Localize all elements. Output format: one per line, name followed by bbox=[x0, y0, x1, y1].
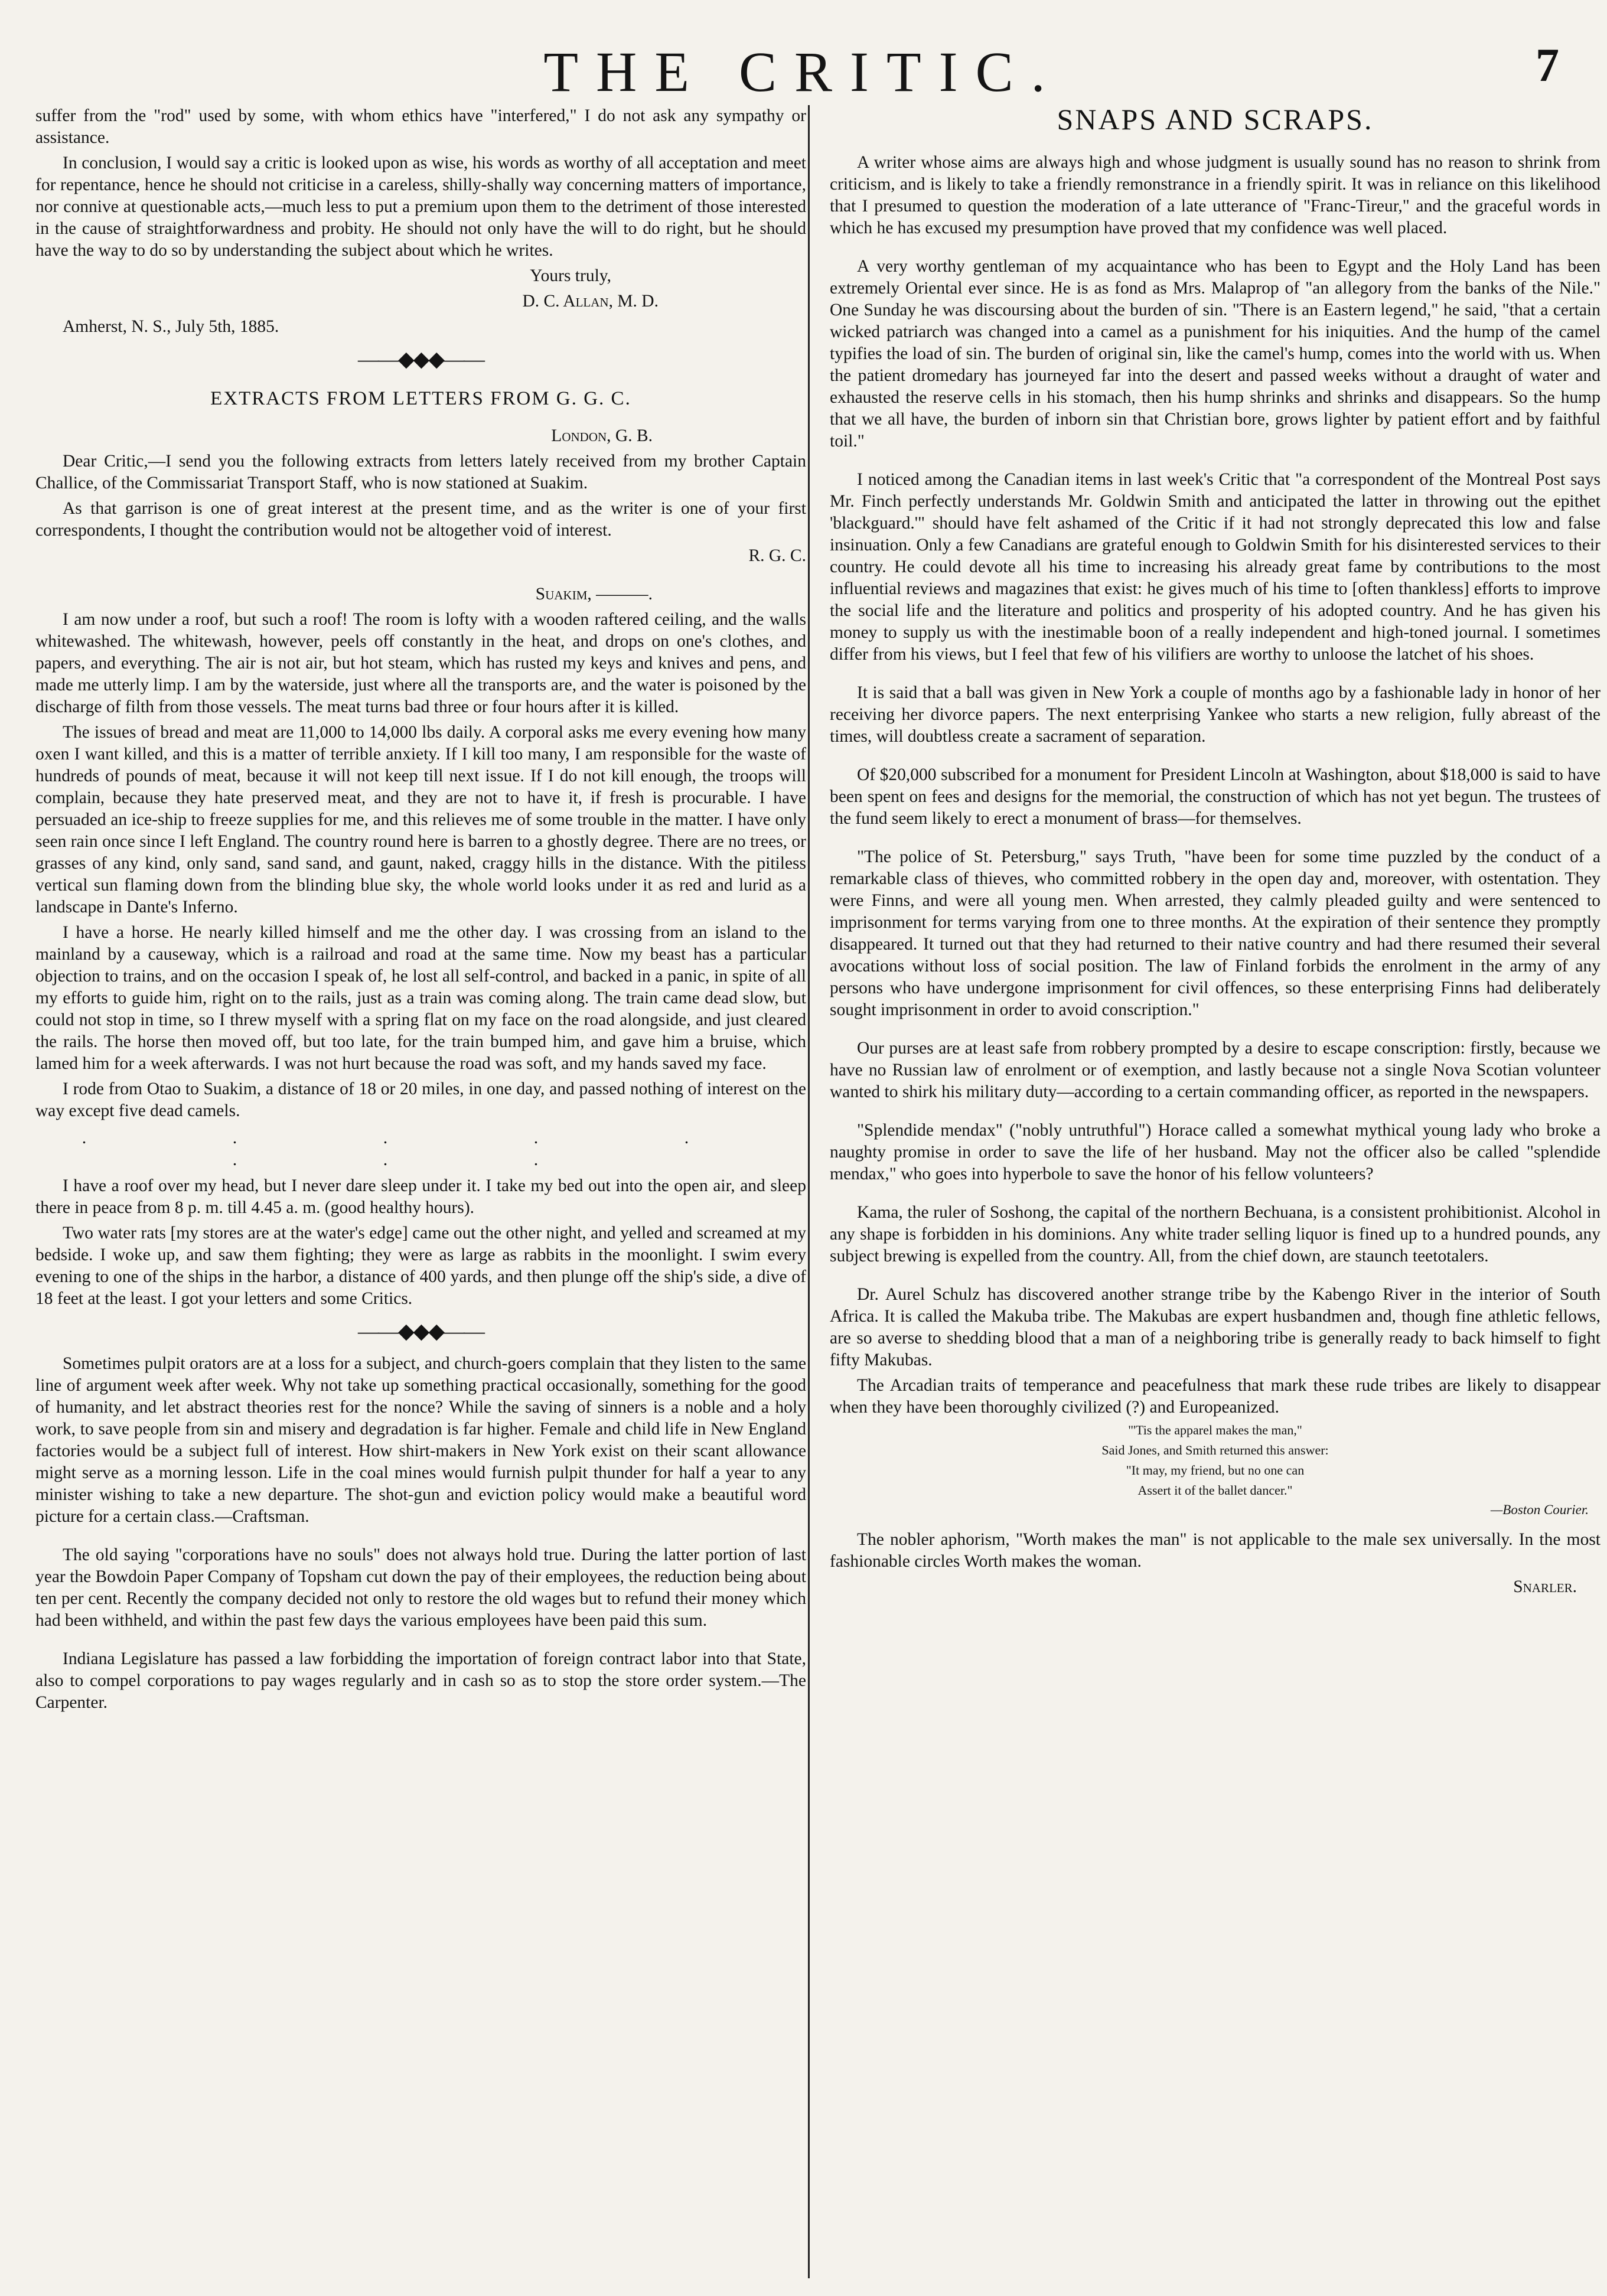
column-divider bbox=[808, 105, 810, 2278]
item-paragraph: The Arcadian traits of temperance and peacefulness that mark these rude tribes are likely to disappear when they have been thoroughly civilized (?) and Europeanized. bbox=[830, 1376, 1601, 1417]
section-title: SNAPS AND SCRAPS. bbox=[1057, 105, 1374, 136]
page-number: 7 bbox=[1536, 40, 1559, 92]
letter-paragraph: In conclusion, I would say a critic is looked upon as wise, his words as worthy of all acceptation and meet for repentance, hence he should not criticise in a careless, shilly-shally way concerning matters of importance, nor connive at questionable acts,—much less to put a premium upon them to the detriment of those interested in the cause of straightforwardness and probity. He should not only have the will to do right, but he should have the way to do so by understanding the subject about which he writes. bbox=[35, 154, 806, 260]
item-paragraph: "Splendide mendax" ("nobly untruthful") Horace called a somewhat mythical young lady who broke a naughty promise in order to save the life of her husband. May not the officer also be called "splendide mendax," who goes into hyperbole to save the honor of his fellow volunteers? bbox=[830, 1121, 1601, 1183]
item-paragraph: Of $20,000 subscribed for a monument for President Lincoln at Washington, about $18,000 is said to have been spent on fees and designs for the memorial, the construction of which has not yet begun. The trustees of the fund seem likely to erect a monument of brass—for themselves. bbox=[830, 765, 1601, 828]
letter-closing: Yours truly, bbox=[530, 266, 611, 285]
letter-paragraph: suffer from the "rod" used by some, with whom ethics have "interfered," I do not ask any sympathy or assistance. bbox=[35, 106, 806, 147]
article-paragraph: I rode from Otao to Suakim, a distance of 18 or 20 miles, in one day, and passed nothing of interest on the way except five dead camels. bbox=[35, 1079, 806, 1120]
dateline: Suakim, ———. bbox=[535, 585, 653, 604]
poem-line: "'Tis the apparel makes the man," bbox=[1128, 1423, 1302, 1437]
article-initials: R. G. C. bbox=[748, 546, 806, 565]
article-paragraph: I have a horse. He nearly killed himself and me the other day. I was crossing from an island to the mainland by a causeway, which is a railroad and road at the same time. Now my beast has a particular objection to trains, and on the occasion I speak of, he lost all self-control, and backed in a panic, in spite of all my efforts to guide him, right on to the rails, just as a train was coming along. The train came dead slow, but could not stop in time, so I threw myself with a spring flat on my face on the road alongside, and just cleared the rails. The horse then moved off, but too late, for the train bumped him, and gave him a bruise, which lamed him for a week afterwards. I was not hurt because the road was soft, and my hands saved my face. bbox=[35, 923, 806, 1073]
article-title: EXTRACTS FROM LETTERS FROM G. G. C. bbox=[210, 388, 631, 409]
article-paragraph: Indiana Legislature has passed a law forbidding the importation of foreign contract labor into that State, also to compel corporations to pay wages regularly and in cash so as to stop the store order system.—The Carpenter. bbox=[35, 1649, 806, 1712]
article-paragraph: The old saying "corporations have no souls" does not always hold true. During the latter portion of last year the Bowdoin Paper Company of Topsham cut down the pay of their employees, the reduction being about ten per cent. Recently the company decided not only to restore the old wages but to refund their money which had been withheld, and within the past few days the various employees have been paid this sum. bbox=[35, 1545, 806, 1630]
article-paragraph: Sometimes pulpit orators are at a loss for a subject, and church-goers complain that they listen to the same line of argument week after week. Why not take up something practical occasionally, something for the good of humanity, and let abstract theories rest for the nonce? While the saving of sinners is a noble and a holy work, to save people from sin and misery and degradation is far higher. Female and child life in New England factories would be a subject full of interest. How shirt-makers in New York exist on their scant allowance might serve as a morning lesson. Life in the coal mines would furnish pulpit thunder for half a year to any minister wishing to take a new departure. The shot-gun and eviction policy would make a beautiful word picture for a certain class.—Craftsman. bbox=[35, 1354, 806, 1526]
column-signoff: Snarler. bbox=[1513, 1577, 1577, 1596]
poem-line: Assert it of the ballet dancer." bbox=[1137, 1483, 1293, 1498]
masthead-title: THE CRITIC. bbox=[543, 40, 1063, 103]
item-paragraph: A very worthy gentleman of my acquaintance who has been to Egypt and the Holy Land has been extremely Oriental ever since. He is as fond as Mrs. Malaprop of "an allegory from the banks of the Nile." One Sunday he was discoursing about the burden of sin. "There is an Eastern legend," he said, "that a certain wicked patriarch was changed into a camel as a punishment for his iniquities. And the hump of the camel typifies the load of sin. The burden of original sin, like the camel's hump, comes into the world with us. When the patient dromedary has journeyed far into the desert and passed weeks without a draught of water and exhausted the reserve cells in his stomach, then his hump shrinks and shrinks and disappears. So the hump that we all have, the burden of inborn sin that Christian bore, grows lighter by patient effort and by faithful toil." bbox=[830, 257, 1601, 451]
article-paragraph: I am now under a roof, but such a roof! The room is lofty with a wooden raftered ceiling, and the walls whitewashed. The whitewash, however, peels off constantly in the heat, and drops on one's clothes, and papers, and everything. The air is not air, but hot steam, which has rusted my keys and knives and pens, and made me utterly limp. I am by the waterside, just where all the transports are, and the water is poisoned by the discharge of filth from those vessels. The meat turns bad three or four hours after it is killed. bbox=[35, 610, 806, 716]
letter-place-date: Amherst, N. S., July 5th, 1885. bbox=[63, 317, 279, 336]
dateline: London, G. B. bbox=[551, 426, 653, 445]
page-header bbox=[35, 30, 1571, 103]
item-paragraph: Kama, the ruler of Soshong, the capital of the northern Bechuana, is a consistent prohibitionist. Alcohol in any shape is forbidden in his dominions. Any white trader selling liquor is fined up to a hundred pounds, any subject brewing is expelled from the country. All, from the chief down, are staunch teetotalers. bbox=[830, 1203, 1601, 1266]
poem-line: Said Jones, and Smith returned this answer: bbox=[1101, 1443, 1329, 1457]
item-paragraph: It is said that a ball was given in New York a couple of months ago by a fashionable lady in honor of her receiving her divorce papers. The next enterprising Yankee who starts a new religion, fully abreast of the times, will doubtless create a sacrament of separation. bbox=[830, 683, 1601, 746]
poem-line: "It may, my friend, but no one can bbox=[1126, 1463, 1305, 1478]
poem-source: —Boston Courier. bbox=[1490, 1502, 1589, 1517]
item-paragraph: The nobler aphorism, "Worth makes the man" is not applicable to the male sex universally. In the most fashionable circles Worth makes the woman. bbox=[830, 1530, 1601, 1571]
left-column bbox=[35, 105, 806, 2278]
article-paragraph: As that garrison is one of great interest at the present time, and as the writer is one of your first correspondents, I thought the contribution would not be altogether void of interest. bbox=[35, 499, 806, 540]
article-paragraph: Dear Critic,—I send you the following extracts from letters lately received from my brother Captain Challice, of the Commissariat Transport Staff, who is now stationed at Suakim. bbox=[35, 452, 806, 493]
ellipsis-divider: . . . . . . . . bbox=[82, 1128, 760, 1169]
article-paragraph: Two water rats [my stores are at the water's edge] came out the other night, and yelled and screamed at my bedside. I woke up, and saw them fighting; they were as large as rabbits in the moonlight. I swim every evening to one of the ships in the harbor, a distance of 400 yards, and then plunge off the ship's side, a dive of 18 feet at the least. I got your letters and some Critics. bbox=[35, 1224, 806, 1308]
letter-signature: D. C. Allan, M. D. bbox=[522, 292, 659, 311]
item-paragraph: I noticed among the Canadian items in last week's Critic that "a correspondent of the Montreal Post says Mr. Finch perfectly understands Mr. Goldwin Smith and anticipated the latter in throwing out the epithet 'blackguard.'" should have felt ashamed of the Critic if it had not strongly deprecated this low and false insinuation. Only a few Canadians are grateful enough to Goldwin Smith for his disinterested services to their country. He could devote all his time to increasing his already great fame by contributions to the most influential reviews and magazines that exist: he gives much of his time to [often thankless] efforts to improve the social life and the literature and politics and prosperity of his adopted country. And he has given his money to supply us with the inestimable boon of a really independent and high-toned journal. I sometimes differ from his views, but I feel that few of his vilifiers are worthy to unloose the latchet of his shoes. bbox=[830, 470, 1601, 664]
ornament-divider: ——◆◆◆—— bbox=[357, 1319, 484, 1343]
item-paragraph: "The police of St. Petersburg," says Truth, "have been for some time puzzled by the conduct of a remarkable class of thieves, who committed robbery in the open day and, moreover, with ostentation. They were Finns, and were all young men. When arrested, they calmly pleaded guilty and were sentenced to imprisonment for terms varying from one to three months. At the expiration of their sentence they promptly disappeared. It turned out that they had returned to their native country and had there resumed their several avocations without loss of social position. The law of Finland forbids the enrolment in the army of any persons who have undergone imprisonment for civil offences, so these enterprising Finns had deliberately sought imprisonment in order to avoid conscription." bbox=[830, 847, 1601, 1019]
right-column bbox=[830, 105, 1601, 2278]
ornament-divider: ——◆◆◆—— bbox=[357, 347, 484, 371]
article-paragraph: I have a roof over my head, but I never dare sleep under it. I take my bed out into the open air, and sleep there in peace from 8 p. m. till 4.45 a. m. (good healthy hours). bbox=[35, 1176, 806, 1217]
item-paragraph: A writer whose aims are always high and whose judgment is usually sound has no reason to shrink from criticism, and is likely to take a friendly remonstrance in a friendly spirit. It was in reliance on this likelihood that I presumed to question the moderation of a late utterance of "Franc-Tireur," and the graceful words in which he has excused my presumption have proved that my confidence was well placed. bbox=[830, 153, 1601, 237]
article-paragraph: The issues of bread and meat are 11,000 to 14,000 lbs daily. A corporal asks me every evening how many oxen I want killed, and this is a matter of terrible anxiety. If I kill too many, I am responsible for the waste of hundreds of pounds of meat, because it will not keep till next issue. If I do not kill enough, the troops will complain, because they hate preserved meat, and they are not to have it, if fresh is procurable. I have persuaded an ice-ship to freeze supplies for me, and this relieves me of some trouble in the matter. I have only seen rain once since I left England. The country round here is barren to a ghostly degree. There are no trees, or grasses of any kind, only sand, sand sand, and gaunt, naked, craggy hills in the distance. With the pitiless vertical sun flaming down from the blinding blue sky, the whole world looks under it as red and lurid as a landscape in Dante's Inferno. bbox=[35, 723, 806, 917]
item-paragraph: Dr. Aurel Schulz has discovered another strange tribe by the Kabengo River in the interior of South Africa. It is called the Makuba tribe. The Makubas are expert husbandmen and, though fine athletic fellows, are so averse to shedding blood that a man of a neighboring tribe is generally ready to back himself to fight fifty Makubas. bbox=[830, 1285, 1601, 1369]
item-paragraph: Our purses are at least safe from robbery prompted by a desire to escape conscription: firstly, because we have no Russian law of enrolment or of exemption, and lastly because not a single Nova Scotian volunteer wanted to shirk his military duty—according to a certain commanding officer, as reported in the newspapers. bbox=[830, 1039, 1601, 1101]
